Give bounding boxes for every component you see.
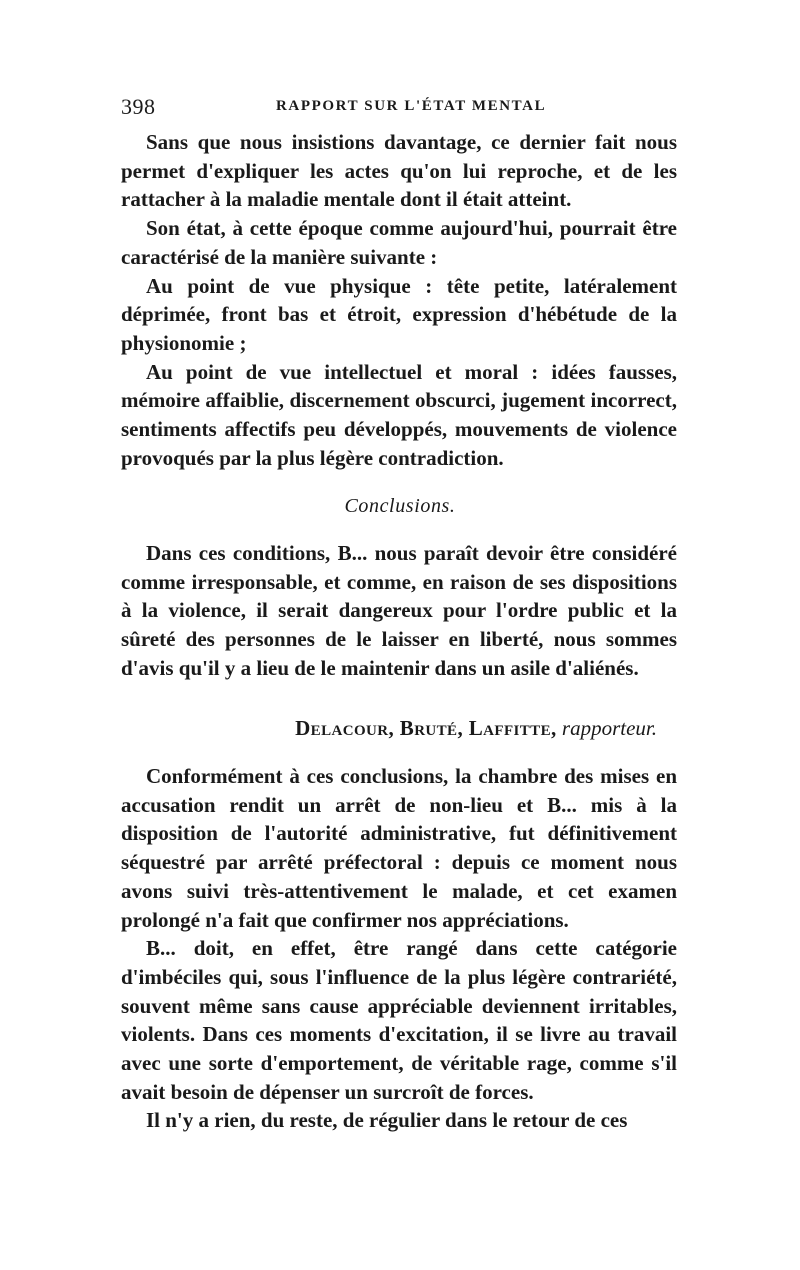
- page-number: 398: [121, 94, 156, 119]
- running-head: RAPPORT SUR L'ÉTAT MENTAL: [276, 98, 547, 114]
- paragraph: B... doit, en effet, être rangé dans cette catégorie d'imbéciles qui, sous l'influence de la plus légère contrariété, souvent même sans cause appréciable deviennent irritables, violents. Dans ces moments d'excitation, il se livre au travail avec une sorte d'emportement, de véritable rage, comme s'il avait besoin de dépenser un surcroît de forces.: [121, 936, 677, 1104]
- signature-line: [295, 716, 657, 741]
- paragraph: Dans ces conditions, B... nous paraît devoir être considéré comme irresponsable, et comme, en raison de ses dispositions à la violence, il serait dangereux pour l'ordre public et la sûreté des personnes de le laisser en liberté, nous sommes d'avis qu'il y a lieu de le maintenir dans un asile d'aliénés.: [121, 541, 677, 680]
- text-block-before-conclusions: [121, 128, 677, 472]
- paragraph: Au point de vue physique : tête petite, latéralement déprimée, front bas et étroit, expression d'hébétude de la physionomie ;: [121, 273, 677, 355]
- paragraph: Son état, à cette époque comme aujourd'hui, pourrait être caractérisé de la manière suivante :: [121, 216, 677, 269]
- text-block-after-conclusions: [121, 762, 677, 1135]
- text-block-conclusions: [121, 539, 677, 683]
- section-title: Conclusions.: [344, 495, 456, 517]
- signatory-names: Delacour, Bruté, Laffitte,: [295, 716, 557, 740]
- paragraph: Sans que nous insistions davantage, ce dernier fait nous permet d'expliquer les actes qu'on lui reproche, et de les rattacher à la maladie mentale dont il était atteint.: [121, 130, 677, 212]
- page-header: [121, 94, 679, 124]
- signatory-role: rapporteur.: [561, 716, 657, 740]
- paragraph: Conformément à ces conclusions, la chambre des mises en accusation rendit un arrêt de non-lieu et B... mis à la disposition de l'autorité administrative, fut définitivement séquestré par arrêté préfectoral : depuis ce moment nous avons suivi très-attentivement le malade, et cet examen prolongé n'a fait que confirmer nos appréciations.: [121, 764, 677, 932]
- paragraph: Il n'y a rien, du reste, de régulier dans le retour de ces: [146, 1108, 628, 1133]
- paragraph: Au point de vue intellectuel et moral : idées fausses, mémoire affaiblie, discernement obscurci, jugement incorrect, sentiments affectifs peu développés, mouvements de violence provoqués par la plus légère contradiction.: [121, 359, 677, 470]
